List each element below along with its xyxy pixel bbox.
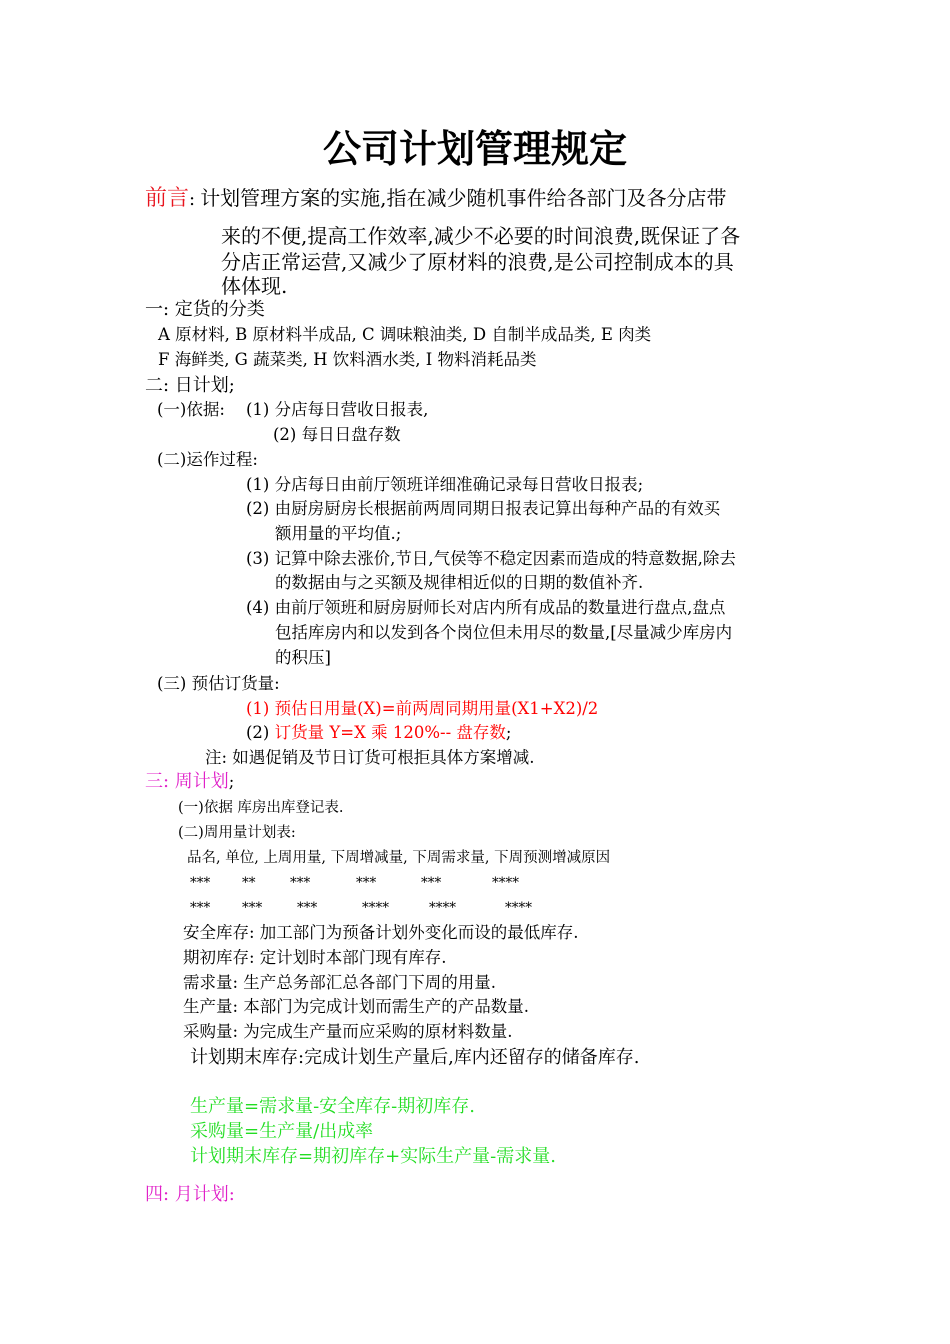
process-item-4-a: (4) 由前厅领班和厨房厨师长对店内所有成品的数量进行盘点,盘点 — [246, 598, 726, 617]
section-2-estimate-label: (三) 预估订货量: — [157, 674, 280, 693]
process-item-2-b: 额用量的平均值.; — [275, 524, 402, 543]
table-cell: *** — [356, 875, 377, 891]
section-2-basis-1: (1) 分店每日营收日报表, — [246, 400, 429, 419]
section-1-row-2: F 海鲜类, G 蔬菜类, H 饮料酒水类, I 物料消耗品类 — [158, 350, 537, 369]
estimate-formula-2 — [246, 725, 511, 742]
table-cell: *** — [190, 900, 211, 916]
formula-ending-stock: 计划期末库存=期初库存+实际生产量-需求量. — [190, 1146, 556, 1167]
section-4-heading: 四: 月计划: — [145, 1184, 235, 1205]
estimate-formula-2-tail: ; — [505, 723, 512, 742]
preface-text-2: 来的不便,提高工作效率,减少不必要的时间浪费,既保证了各 — [221, 224, 741, 248]
estimate-formula-2-number: (2) — [246, 723, 270, 742]
table-cell: *** — [290, 875, 311, 891]
preface-text-4: 体体现. — [221, 274, 288, 298]
section-3-table-label: (二)周用量计划表: — [178, 825, 296, 841]
section-2-heading: 二: 日计划; — [145, 375, 235, 396]
section-3-basis: (一)依据 库房出库登记表. — [178, 800, 344, 816]
table-cell: **** — [362, 900, 389, 916]
process-item-3-b: 的数据由与之买额及规律相近似的日期的数值补齐. — [275, 573, 644, 592]
preface-text-1: 计划管理方案的实施,指在减少随机事件给各部门及各分店带 — [200, 186, 727, 210]
definition-opening-stock: 期初库存: 定计划时本部门现有库存. — [183, 948, 447, 967]
formula-production: 生产量=需求量-安全库存-期初库存. — [190, 1096, 475, 1117]
table-cell: *** — [297, 900, 318, 916]
definition-purchase: 采购量: 为完成生产量而应采购的原材料数量. — [183, 1022, 513, 1041]
weekly-table-header: 品名, 单位, 上周用量, 下周增减量, 下周需求量, 下周预测增减原因 — [187, 850, 611, 866]
definition-production: 生产量: 本部门为完成计划而需生产的产品数量. — [183, 997, 530, 1016]
section-2-basis-2: (2) 每日日盘存数 — [273, 425, 401, 444]
section-1-row-1: A 原材料, B 原材料半成品, C 调味粮油类, D 自制半成品类, E 肉类 — [158, 325, 652, 344]
section-3-heading-text: 三: 周计划 — [145, 771, 229, 792]
table-cell: *** — [190, 875, 211, 891]
estimate-formula-1: (1) 预估日用量(X)=前两周同期用量(X1+X2)/2 — [246, 699, 599, 718]
section-3-heading — [145, 773, 234, 791]
process-item-3-a: (3) 记算中除去涨价,节日,气侯等不稳定因素而造成的特意数据,除去 — [246, 549, 736, 568]
section-2-process-label: (二)运作过程: — [157, 450, 258, 469]
weekly-table-row-1 — [190, 877, 550, 893]
definition-demand: 需求量: 生产总务部汇总各部门下周的用量. — [183, 973, 497, 992]
section-3-heading-tail: ; — [228, 772, 235, 791]
definition-safety-stock: 安全库存: 加工部门为预备计划外变化而设的最低库存. — [183, 923, 579, 942]
process-item-4-b: 包括库房内和以发到各个岗位但未用尽的数量,[尽量减少库房内 — [275, 623, 733, 642]
preface-line-1 — [145, 188, 727, 210]
table-cell: **** — [429, 900, 456, 916]
process-item-4-c: 的积压] — [275, 648, 331, 667]
weekly-table-row-2 — [190, 902, 550, 918]
section-2-note: 注: 如遇促销及节日订货可根拒具体方案增减. — [205, 748, 535, 767]
section-2-basis-label: (一)依据: — [157, 400, 225, 419]
table-cell: **** — [492, 875, 519, 891]
formula-purchase: 采购量=生产量/出成率 — [190, 1121, 374, 1142]
section-1-heading: 一: 定货的分类 — [145, 299, 265, 320]
definition-ending-stock: 计划期末库存:完成计划生产量后,库内还留存的储备库存. — [190, 1047, 640, 1068]
table-cell: ** — [242, 875, 256, 891]
table-cell: *** — [242, 900, 263, 916]
preface-colon: : — [189, 189, 196, 210]
estimate-formula-2-text: 订货量 Y=X 乘 120%-- 盘存数 — [274, 723, 506, 742]
preface-text-3: 分店正常运营,又减少了原材料的浪费,是公司控制成本的具 — [221, 250, 734, 274]
process-item-1: (1) 分店每日由前厅领班详细准确记录每日营收日报表; — [246, 475, 644, 494]
page-title: 公司计划管理规定 — [322, 126, 627, 171]
table-cell: *** — [421, 875, 442, 891]
process-item-2-a: (2) 由厨房厨房长根据前两周同期日报表记算出每种产品的有效买 — [246, 499, 721, 518]
preface-label: 前言 — [145, 186, 190, 211]
table-cell: **** — [505, 900, 532, 916]
